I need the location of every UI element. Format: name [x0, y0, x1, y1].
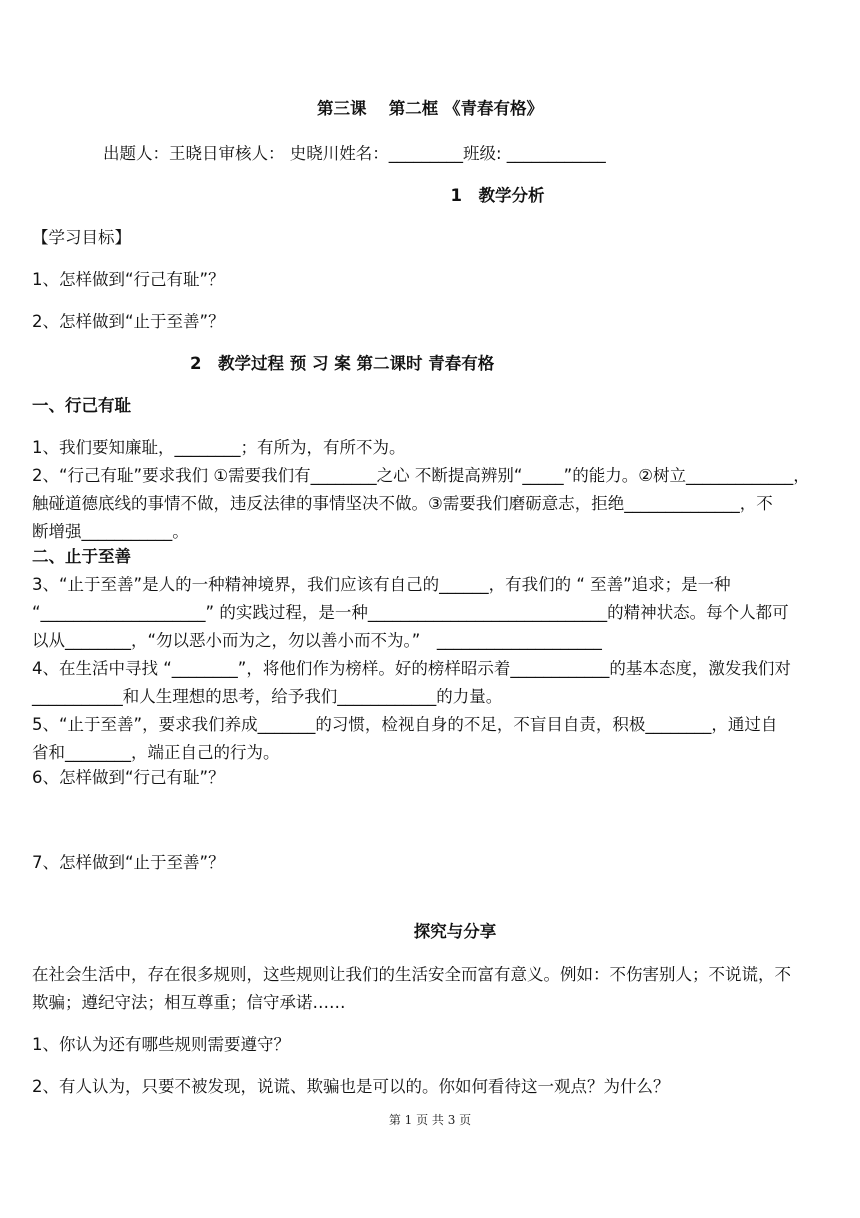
learning-goal-2: 2、怎样做到“止于至善”？	[32, 312, 225, 331]
question-1: 1、我们要知廉耻，________；有所为，有所不为。	[32, 438, 406, 457]
question-5-line-2: 省和________，端正自己的行为。	[32, 743, 280, 762]
section-heading-analysis: 1 教学分析	[450, 186, 545, 205]
page-footer: 第 1 页 共 3 页	[388, 1113, 472, 1127]
part-heading-2: 二、止于至善	[32, 547, 131, 566]
question-4-line-1: 4、在生活中寻找 “________”，将他们作为榜样。好的榜样昭示着____________的基本态度，激发我们对	[32, 659, 791, 678]
explore-question-1: 1、你认为还有哪些规则需要遵守？	[32, 1035, 290, 1054]
question-5-line-1: 5、“止于至善”，要求我们养成_______的习惯，检视自身的不足，不盲目自责，积极________，通过自	[32, 715, 778, 734]
explore-question-2: 2、有人认为，只要不被发现，说谎、欺骗也是可以的。你如何看待这一观点？为什么？	[32, 1077, 670, 1096]
question-6: 6、怎样做到“行己有耻”？	[32, 768, 225, 787]
explore-heading: 探究与分享	[413, 922, 497, 941]
learning-goal-1: 1、怎样做到“行己有耻”？	[32, 270, 225, 289]
section-heading-process: 2 教学过程 预 习 案 第二课时 青春有格	[190, 354, 495, 373]
question-7: 7、怎样做到“止于至善”？	[32, 853, 225, 872]
question-2-line-1: 2、“行己有耻”要求我们 ①需要我们有________之心 不断提高辨别“_____”的能力。②树立_____________，	[32, 466, 810, 485]
question-2-line-2: 触碰道德底线的事情不做，违反法律的事情坚决不做。③需要我们磨砺意志，拒绝______________，不	[32, 494, 773, 513]
part-heading-1: 一、行己有耻	[32, 396, 131, 415]
question-4-line-2: ___________和人生理想的思考，给予我们____________的力量。	[32, 687, 503, 706]
author-info-line: 出题人：王晓日审核人： 史晓川姓名：_________班级: ____________	[103, 144, 606, 163]
lesson-title: 第三课 第二框 《青春有格》	[317, 99, 543, 118]
explore-paragraph-line-1: 在社会生活中，存在很多规则，这些规则让我们的生活安全而富有意义。例如：不伤害别人；不说谎，不	[32, 965, 791, 984]
question-2-line-3: 断增强___________。	[32, 522, 189, 541]
explore-paragraph-line-2: 欺骗；遵纪守法；相互尊重；信守承诺……	[32, 993, 346, 1012]
question-3-line-1: 3、“止于至善”是人的一种精神境界，我们应该有自己的______，有我们的 “ 至善”追求；是一种	[32, 575, 731, 594]
learning-goals-label: 【学习目标】	[32, 228, 131, 247]
question-3-line-3: 以从________，“勿以恶小而为之，勿以善小而不为。” ____________________	[32, 631, 602, 650]
question-3-line-2: “____________________” 的实践过程，是一种_____________________________的精神状态。每个人都可	[32, 603, 789, 622]
